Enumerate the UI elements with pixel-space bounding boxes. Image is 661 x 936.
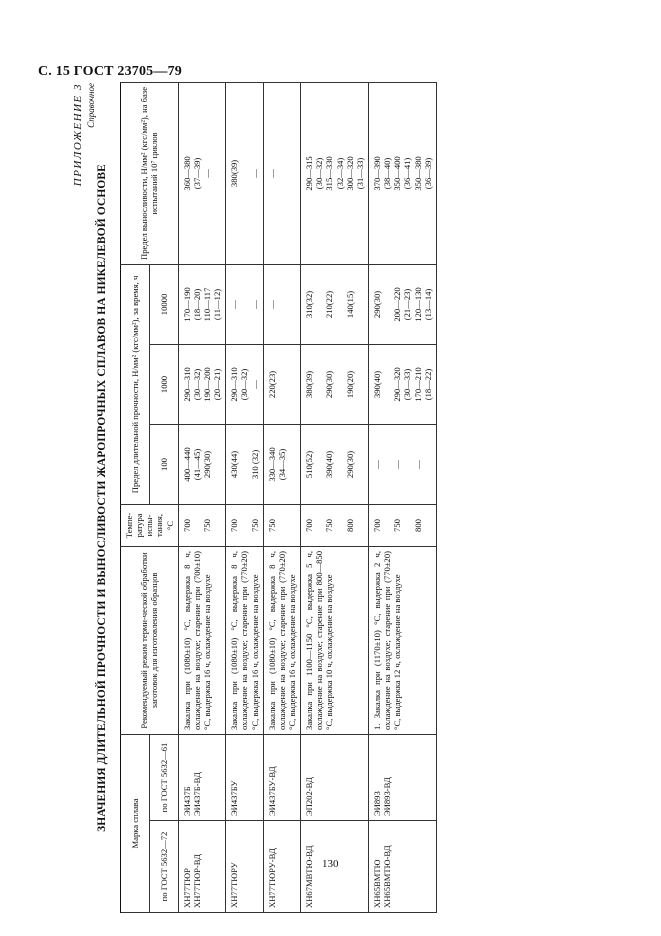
header-temperature: Темпе-ратура испы-тания, °С	[121, 504, 179, 546]
cell-gost-5632-72: ХН65ВМТЮ ХН65ВМТЮ-ВД	[368, 821, 436, 913]
cell-100h: 510(52) 390(40) 290(30)	[301, 424, 369, 504]
cell-treatment: Закалка при (1080±10) °С, выдержка 8 ч, охлаждение на воздухе; старение при (770±20) °С, выдержка 16 ч, охлаждение на воздухе	[226, 546, 263, 734]
cell-10000h: 170—190 (18—20) 110—117 (11—12)	[178, 264, 226, 344]
cell-1000h: 390(40) 290—320 (30—33) 170—210 (18—22)	[368, 344, 436, 424]
appendix-note: Справочное	[86, 83, 96, 128]
header-gost-5632-61: по ГОСТ 5632—61	[149, 734, 178, 820]
header-100h: 100	[149, 424, 178, 504]
cell-temperature: 750	[263, 504, 300, 546]
alloys-table	[120, 82, 437, 913]
cell-gost-5632-72: ХН67МВТЮ-ВД	[301, 821, 369, 913]
cell-gost-5632-61: ЭИ437БУ	[226, 734, 263, 820]
cell-temperature: 700 750 800	[368, 504, 436, 546]
header-endurance: Предел выносливости, Н/мм² (кгс/мм²), на базе испытаний 10⁷ циклов	[121, 82, 179, 264]
cell-1000h: 220(23)	[263, 344, 300, 424]
header-treatment: Рекомендуемый режим терми-ческой обработки заготовок для изготовления образцов	[121, 546, 179, 734]
header-1000h: 1000	[149, 344, 178, 424]
cell-1000h: 290—310 (30—32) 190—200 (20—21)	[178, 344, 226, 424]
table-row	[226, 82, 263, 912]
cell-endurance: 360—380 (37—39) —	[178, 82, 226, 264]
cell-treatment: Закалка при (1080±10) °С, выдержка 8 ч, охлаждение на воздухе; старение при (700±10) °С, выдержка 16 ч, охлаждение на воздухе	[178, 546, 226, 734]
appendix-title: ПРИЛОЖЕНИЕ 3	[72, 83, 84, 187]
cell-endurance: 290—315 (30—32) 315—330 (32—34) 300—320 (31—33)	[301, 82, 369, 264]
table-body	[178, 82, 436, 912]
cell-100h: 400—440 (41—45) 290(30)	[178, 424, 226, 504]
cell-10000h: 290(30) 200—220 (21—23) 120—130 (13—14)	[368, 264, 436, 344]
cell-gost-5632-72: ХН77ТЮРУ-ВД	[263, 821, 300, 913]
cell-1000h: 290—310 (30—32) —	[226, 344, 263, 424]
cell-10000h: 310(32) 210(22) 140(15)	[301, 264, 369, 344]
table-title: ЗНАЧЕНИЯ ДЛИТЕЛЬНОЙ ПРОЧНОСТИ И ВЫНОСЛИВОСТИ ЖАРОПРОЧНЫХ СПЛАВОВ НА НИКЕЛЕВОЙ ОСНОВЕ	[96, 164, 108, 832]
page-header: С. 15 ГОСТ 23705—79	[38, 64, 182, 79]
cell-gost-5632-61: ЭИ893 ЭИ893-ВД	[368, 734, 436, 820]
header-strength: Предел длительной прочности, Н/мм² (кгс/мм²), за время, ч	[121, 264, 150, 504]
cell-treatment: Закалка при (1080±10) °С, выдержка 8 ч, охлаждение на воздухе; старение при (770±20) °С, выдержка 16 ч, охлаждение на воздухе	[263, 546, 300, 734]
appendix-landscape-block	[72, 83, 620, 913]
cell-temperature: 700 750 800	[301, 504, 369, 546]
cell-gost-5632-72: ХН77ТЮРУ	[226, 821, 263, 913]
cell-gost-5632-61: ЭИ437Б ЭИ437Б-ВД	[178, 734, 226, 820]
page-number: 130	[322, 858, 339, 870]
cell-100h: 430(44) 310 (32)	[226, 424, 263, 504]
cell-10000h: —	[263, 264, 300, 344]
appendix-label	[72, 83, 96, 186]
cell-endurance: 380(39) —	[226, 82, 263, 264]
cell-temperature: 700 750	[178, 504, 226, 546]
cell-gost-5632-61: ЭИ437БУ-ВД	[263, 734, 300, 820]
cell-gost-5632-72: ХН77ТЮР ХН77ТЮР-ВД	[178, 821, 226, 913]
cell-100h: — — —	[368, 424, 436, 504]
header-grade: Марка сплава	[121, 734, 150, 912]
table-row	[301, 82, 369, 912]
cell-treatment: 1. Закалка при (1170±10) °С, выдержка 2 ч, охлаждение на воздухе; старение при (770±20) °С, выдержка 12 ч, охлаждение на воздухе	[368, 546, 436, 734]
cell-gost-5632-61: ЭП202-ВД	[301, 734, 369, 820]
cell-1000h: 380(39) 290(30) 190(20)	[301, 344, 369, 424]
table-row	[368, 82, 436, 912]
cell-temperature: 700 750	[226, 504, 263, 546]
cell-10000h: — —	[226, 264, 263, 344]
header-gost-5632-72: по ГОСТ 5632—72	[149, 821, 178, 913]
header-10000h: 10000	[149, 264, 178, 344]
cell-endurance: —	[263, 82, 300, 264]
cell-100h: 330—340 (34—35)	[263, 424, 300, 504]
cell-treatment: Закалка при 1100—1150 °С, выдержка 5 ч, охлаждение на воздухе; старение при 800—850 °С, выдержка 10 ч, охлаждение на воздухе	[301, 546, 369, 734]
table-row	[263, 82, 300, 912]
table-row	[178, 82, 226, 912]
cell-endurance: 370—390 (38—40) 350—400 (36—41) 350—380 (36—39)	[368, 82, 436, 264]
